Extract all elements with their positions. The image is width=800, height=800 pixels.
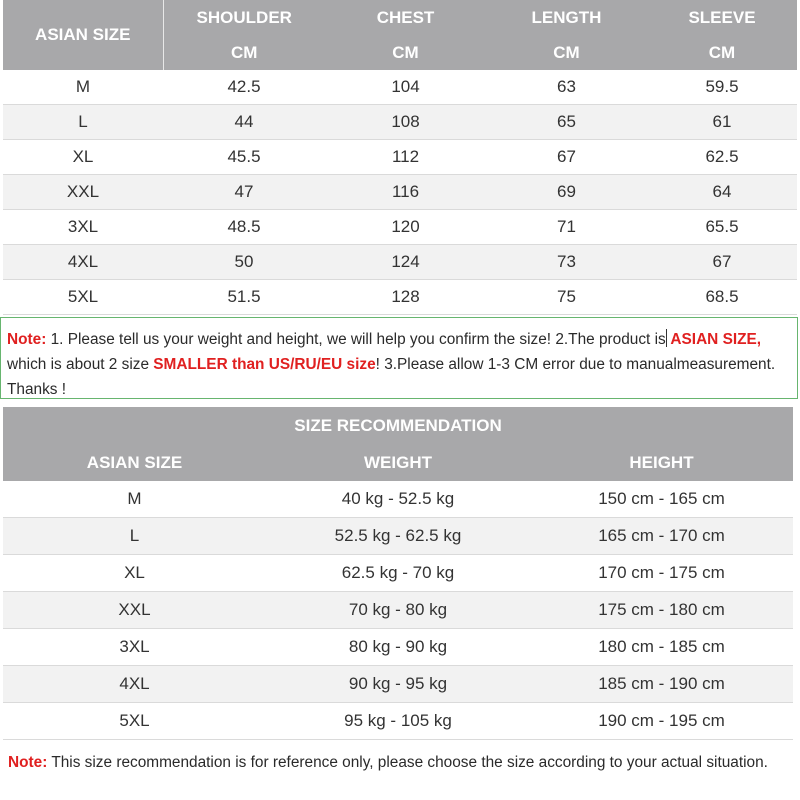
size-cell: M [3, 481, 266, 518]
length-cell: 67 [486, 140, 647, 175]
chest-cell: 124 [325, 245, 486, 280]
table-row [3, 555, 793, 592]
chest-cell: 120 [325, 210, 486, 245]
size-cell: XXL [3, 592, 266, 629]
note-label: Note: [7, 331, 47, 348]
height-cell: 190 cm - 195 cm [530, 703, 793, 740]
size-cell: 4XL [3, 245, 163, 280]
table-row [3, 175, 797, 210]
sleeve-cell: 61 [647, 105, 797, 140]
table-row [3, 105, 797, 140]
size-cell: 5XL [3, 280, 163, 315]
chest-cell: 128 [325, 280, 486, 315]
length-cell: 71 [486, 210, 647, 245]
sleeve-cell: 64 [647, 175, 797, 210]
sleeve-cell: 65.5 [647, 210, 797, 245]
sleeve-unit: CM [647, 36, 797, 70]
size-note-box [0, 317, 798, 399]
shoulder-cell: 44 [163, 105, 325, 140]
chest-header: CHEST [325, 0, 486, 36]
asian-size-highlight: ASIAN SIZE, [666, 331, 762, 348]
weight-cell: 52.5 kg - 62.5 kg [266, 518, 530, 555]
weight-cell: 80 kg - 90 kg [266, 629, 530, 666]
note-text-part-a: 1. Please tell us your weight and height, we will help you confirm the size! 2.The product is [46, 331, 666, 348]
length-cell: 65 [486, 105, 647, 140]
asian-size-header: ASIAN SIZE [3, 445, 266, 481]
recommendation-title-row [3, 407, 793, 445]
height-cell: 175 cm - 180 cm [530, 592, 793, 629]
table-row [3, 245, 797, 280]
size-cell: M [3, 70, 163, 105]
smaller-size-highlight: SMALLER than US/RU/EU size [153, 356, 376, 373]
weight-cell: 40 kg - 52.5 kg [266, 481, 530, 518]
weight-cell: 62.5 kg - 70 kg [266, 555, 530, 592]
size-cell: 5XL [3, 703, 266, 740]
shoulder-cell: 47 [163, 175, 325, 210]
asian-size-header: ASIAN SIZE [3, 0, 163, 70]
table-row [3, 280, 797, 315]
height-cell: 170 cm - 175 cm [530, 555, 793, 592]
shoulder-cell: 51.5 [163, 280, 325, 315]
table-row [3, 70, 797, 105]
size-recommendation-table [3, 407, 793, 740]
height-cell: 150 cm - 165 cm [530, 481, 793, 518]
weight-header: WEIGHT [266, 445, 530, 481]
recommendation-header-row [3, 445, 793, 481]
note-text: This size recommendation is for reference only, please choose the size according to your actual situation. [47, 754, 768, 771]
table-row [3, 140, 797, 175]
table-row [3, 629, 793, 666]
table-header-row [3, 0, 797, 36]
weight-cell: 90 kg - 95 kg [266, 666, 530, 703]
chest-cell: 116 [325, 175, 486, 210]
shoulder-cell: 42.5 [163, 70, 325, 105]
size-cell: L [3, 518, 266, 555]
size-cell: 3XL [3, 629, 266, 666]
size-cell: XL [3, 140, 163, 175]
table-row [3, 518, 793, 555]
length-unit: CM [486, 36, 647, 70]
table-row [3, 210, 797, 245]
height-cell: 165 cm - 170 cm [530, 518, 793, 555]
length-cell: 69 [486, 175, 647, 210]
length-cell: 63 [486, 70, 647, 105]
note-text-part-b: which is about 2 size [7, 356, 154, 373]
size-cell: 4XL [3, 666, 266, 703]
size-cell: XXL [3, 175, 163, 210]
size-cell: 3XL [3, 210, 163, 245]
sleeve-cell: 59.5 [647, 70, 797, 105]
table-row [3, 592, 793, 629]
table-row [3, 703, 793, 740]
length-cell: 73 [486, 245, 647, 280]
size-cell: XL [3, 555, 266, 592]
shoulder-cell: 48.5 [163, 210, 325, 245]
weight-cell: 70 kg - 80 kg [266, 592, 530, 629]
sleeve-cell: 67 [647, 245, 797, 280]
shoulder-unit: CM [163, 36, 325, 70]
shoulder-cell: 50 [163, 245, 325, 280]
sleeve-cell: 68.5 [647, 280, 797, 315]
shoulder-cell: 45.5 [163, 140, 325, 175]
size-measurement-table [3, 0, 797, 315]
chest-cell: 108 [325, 105, 486, 140]
weight-cell: 95 kg - 105 kg [266, 703, 530, 740]
height-cell: 180 cm - 185 cm [530, 629, 793, 666]
note-label: Note: [8, 754, 48, 771]
size-cell: L [3, 105, 163, 140]
chest-cell: 112 [325, 140, 486, 175]
table-row [3, 666, 793, 703]
length-header: LENGTH [486, 0, 647, 36]
length-cell: 75 [486, 280, 647, 315]
sleeve-header: SLEEVE [647, 0, 797, 36]
recommendation-title: SIZE RECOMMENDATION [3, 407, 793, 445]
height-cell: 185 cm - 190 cm [530, 666, 793, 703]
note-text-part-c: ! 3.Please allow 1-3 CM error due to manualmeasurement. Thanks ! [7, 356, 776, 398]
chest-unit: CM [325, 36, 486, 70]
recommendation-note [8, 750, 788, 775]
height-header: HEIGHT [530, 445, 793, 481]
sleeve-cell: 62.5 [647, 140, 797, 175]
chest-cell: 104 [325, 70, 486, 105]
shoulder-header: SHOULDER [163, 0, 325, 36]
table-row [3, 481, 793, 518]
